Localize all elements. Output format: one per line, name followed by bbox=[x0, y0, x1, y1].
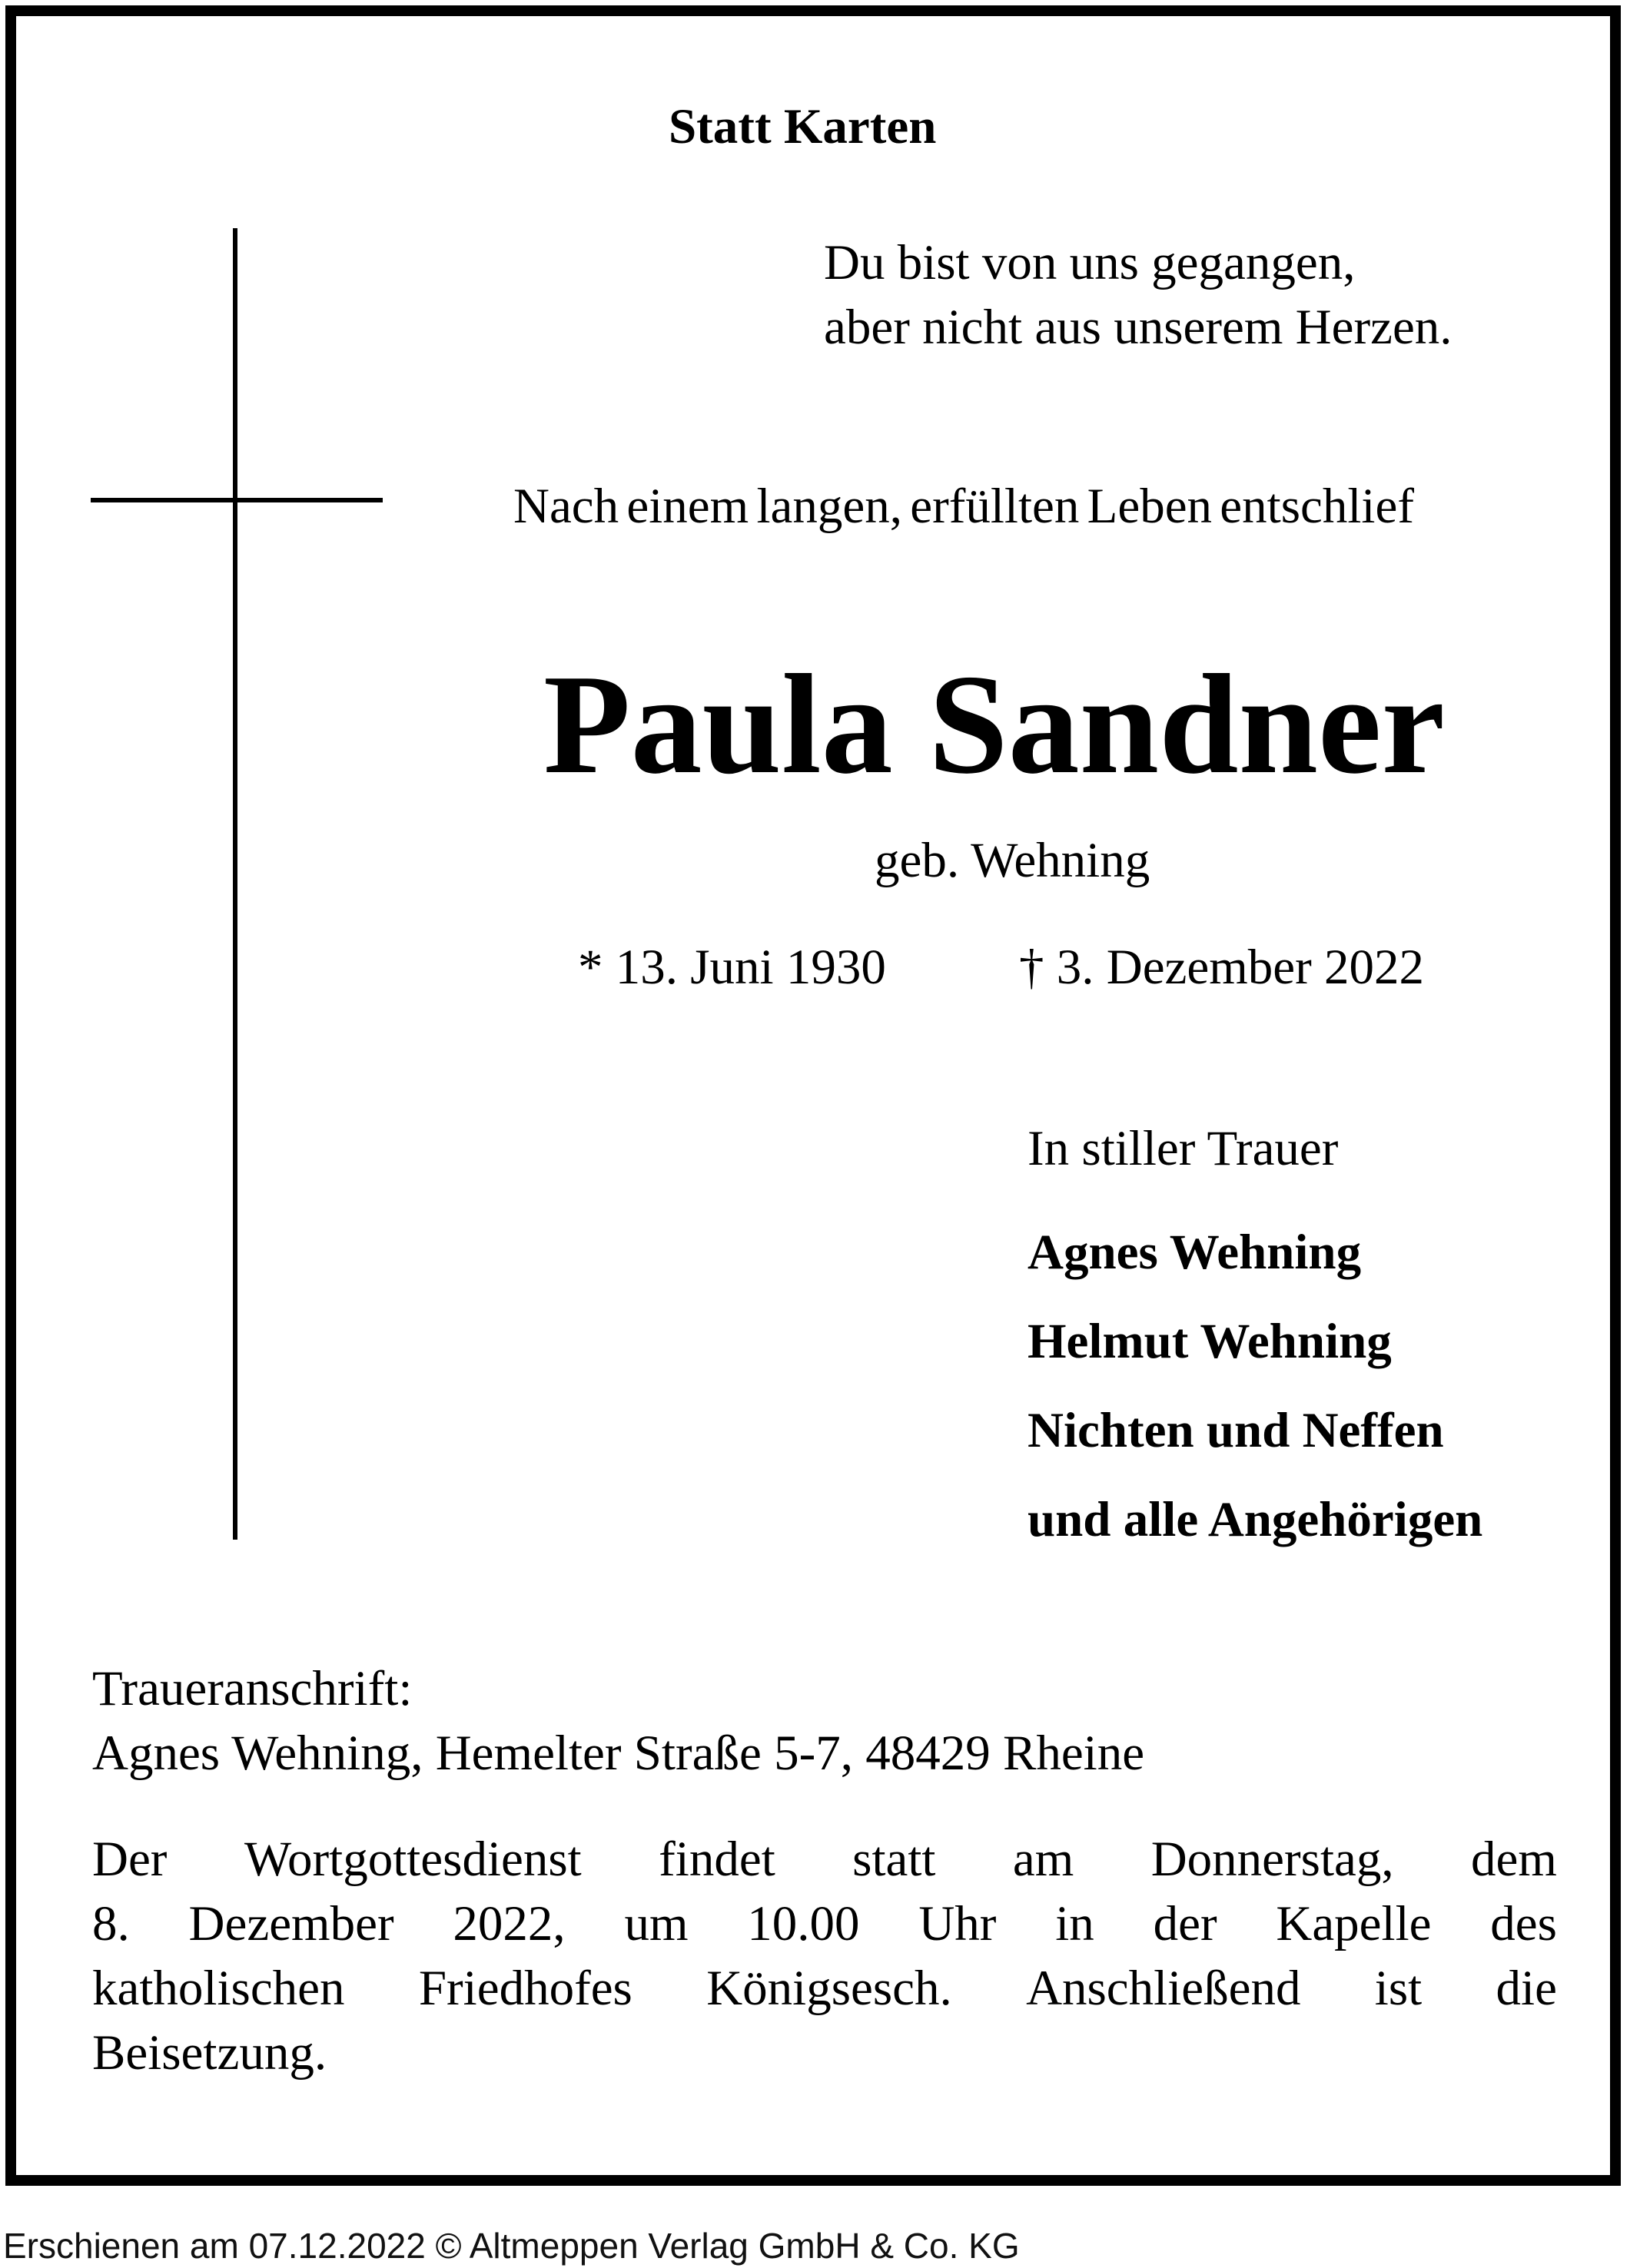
address-label: Traueranschrift: bbox=[92, 1661, 413, 1716]
mourning-address bbox=[92, 1656, 1144, 1786]
service-word: findet bbox=[659, 1832, 775, 1887]
service-word: in bbox=[1055, 1896, 1094, 1951]
service-word: am bbox=[1012, 1832, 1074, 1887]
service-word: der bbox=[1153, 1896, 1217, 1951]
service-word: ist bbox=[1374, 1961, 1423, 2016]
service-line bbox=[92, 1827, 1557, 1892]
death-date: † 3. Dezember 2022 bbox=[1019, 940, 1425, 995]
service-word: um bbox=[624, 1896, 689, 1951]
service-word: Königsesch. bbox=[706, 1961, 952, 2016]
service-text bbox=[92, 1827, 1557, 2085]
service-word: katholischen bbox=[92, 1961, 345, 2016]
service-line-last: Beisetzung. bbox=[92, 2025, 327, 2081]
motto-line: Du bist von uns gegangen, bbox=[824, 235, 1356, 290]
address-line: Agnes Wehning, Hemelter Straße 5-7, 48429 Rheine bbox=[92, 1726, 1145, 1781]
maiden-name: geb. Wehning bbox=[875, 833, 1150, 888]
cross-icon-bar bbox=[91, 498, 383, 502]
service-word: dem bbox=[1471, 1832, 1557, 1887]
mourners-list bbox=[1028, 1208, 1482, 1564]
service-word: Der bbox=[92, 1832, 168, 1887]
service-word: Dezember bbox=[188, 1896, 394, 1951]
service-word: Kapelle bbox=[1276, 1896, 1432, 1951]
mourner: Helmut Wehning bbox=[1028, 1314, 1392, 1369]
service-word: 10.00 bbox=[747, 1896, 860, 1951]
notice-header: Statt Karten bbox=[669, 99, 937, 154]
intro-text: Nach einem langen, erfüllten Leben entschlief bbox=[513, 479, 1414, 534]
service-line bbox=[92, 1956, 1557, 2021]
service-word: des bbox=[1490, 1896, 1557, 1951]
service-word: statt bbox=[852, 1832, 936, 1887]
publication-footer: Erschienen am 07.12.2022 © Altmeppen Verlag GmbH & Co. KG bbox=[3, 2226, 1020, 2266]
service-word: 2022, bbox=[453, 1896, 566, 1951]
cross-icon bbox=[233, 228, 237, 1540]
mourner: Nichten und Neffen bbox=[1028, 1403, 1444, 1458]
service-word: Wortgottesdienst bbox=[244, 1832, 582, 1887]
service-word: die bbox=[1496, 1961, 1557, 2016]
mourning-label: In stiller Trauer bbox=[1028, 1121, 1339, 1176]
service-word: Anschließend bbox=[1026, 1961, 1301, 2016]
service-word: Uhr bbox=[918, 1896, 997, 1951]
service-word: Donnerstag, bbox=[1150, 1832, 1394, 1887]
deceased-name: Paula Sandner bbox=[543, 645, 1446, 804]
service-word: Friedhofes bbox=[418, 1961, 632, 2016]
service-word: 8. bbox=[92, 1896, 130, 1951]
mourner: und alle Angehörigen bbox=[1028, 1492, 1483, 1547]
motto-line: aber nicht aus unserem Herzen. bbox=[824, 300, 1452, 355]
service-line bbox=[92, 1892, 1557, 1956]
birth-date: * 13. Juni 1930 bbox=[578, 940, 886, 995]
mourner: Agnes Wehning bbox=[1028, 1225, 1362, 1280]
motto bbox=[824, 230, 1452, 360]
